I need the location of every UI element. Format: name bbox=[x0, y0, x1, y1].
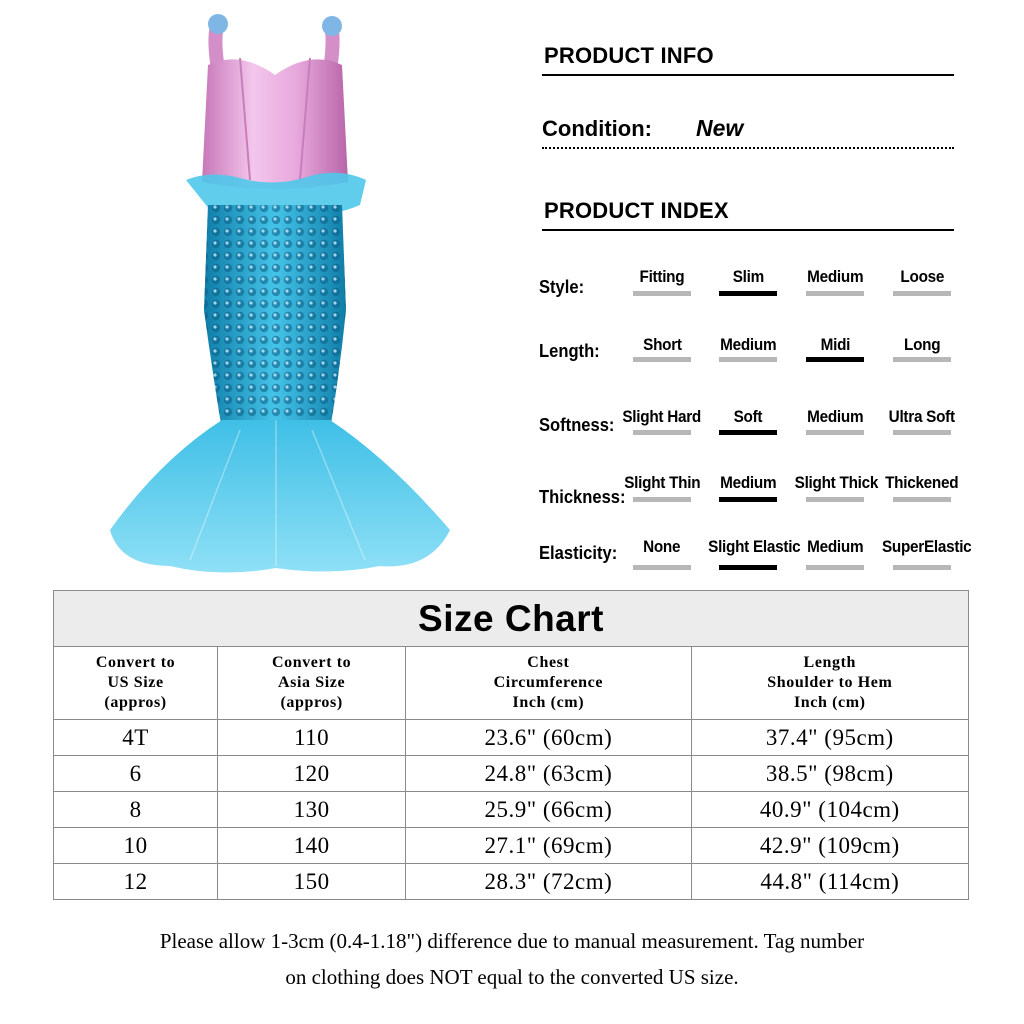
index-option bbox=[617, 407, 707, 427]
product-info-rule bbox=[542, 74, 954, 76]
index-option bbox=[703, 407, 793, 427]
index-bar bbox=[893, 430, 951, 435]
size-chart-table bbox=[53, 590, 969, 900]
index-bar bbox=[633, 357, 691, 362]
table-row bbox=[54, 828, 969, 864]
table-cell: 24.8" (63cm) bbox=[406, 756, 692, 792]
index-bar-selected bbox=[719, 565, 777, 570]
condition-label: Condition: bbox=[542, 116, 652, 141]
table-cell: 4T bbox=[54, 720, 218, 756]
header-line: US Size bbox=[107, 674, 164, 691]
index-option-label: Slight Elastic bbox=[708, 537, 801, 556]
size-chart-title: Size Chart bbox=[54, 591, 969, 647]
header-line: Length bbox=[803, 654, 857, 671]
index-option bbox=[617, 473, 707, 493]
index-option bbox=[877, 335, 967, 355]
index-bar bbox=[893, 357, 951, 362]
index-option bbox=[790, 407, 880, 427]
table-cell: 28.3" (72cm) bbox=[406, 864, 692, 900]
index-bar bbox=[806, 497, 864, 502]
table-cell: 37.4" (95cm) bbox=[691, 720, 968, 756]
index-row-label: Softness: bbox=[539, 415, 615, 435]
index-option-label: Slim bbox=[732, 267, 764, 286]
table-row bbox=[54, 864, 969, 900]
index-bar-selected bbox=[719, 497, 777, 502]
index-bar-selected bbox=[719, 291, 777, 296]
size-chart-header-cell bbox=[54, 647, 218, 720]
table-row bbox=[54, 720, 969, 756]
header-line: Circumference bbox=[493, 674, 604, 691]
header-line: Convert to bbox=[95, 654, 176, 671]
header-line: Convert to bbox=[271, 654, 352, 671]
header-line: (appros) bbox=[280, 694, 343, 711]
index-option-label: None bbox=[643, 537, 681, 556]
index-row-label: Thickness: bbox=[539, 487, 626, 507]
index-bar bbox=[893, 291, 951, 296]
table-cell: 150 bbox=[218, 864, 406, 900]
index-option-label: Loose bbox=[900, 267, 944, 286]
index-bar bbox=[893, 565, 951, 570]
measurement-note-line-1: Please allow 1-3cm (0.4-1.18") difference due to manual measurement. Tag number bbox=[159, 929, 865, 953]
product-index-heading: PRODUCT INDEX bbox=[544, 198, 729, 223]
table-cell: 38.5" (98cm) bbox=[691, 756, 968, 792]
index-option-label: Long bbox=[903, 335, 941, 354]
index-option-label: Medium bbox=[806, 537, 864, 556]
table-cell: 25.9" (66cm) bbox=[406, 792, 692, 828]
index-option bbox=[877, 473, 967, 493]
index-option-label: Medium bbox=[719, 335, 777, 354]
index-option bbox=[703, 473, 793, 493]
index-option-label: Slight Hard bbox=[622, 407, 702, 426]
table-cell: 12 bbox=[54, 864, 218, 900]
table-cell: 42.9" (109cm) bbox=[691, 828, 968, 864]
index-option bbox=[617, 267, 707, 287]
index-bar-selected bbox=[719, 430, 777, 435]
header-line: Inch (cm) bbox=[512, 694, 585, 711]
index-bar-selected bbox=[806, 357, 864, 362]
index-option bbox=[617, 537, 707, 557]
index-option-label: Short bbox=[642, 335, 682, 354]
index-bar bbox=[633, 565, 691, 570]
header-line: Shoulder to Hem bbox=[767, 674, 893, 691]
index-option bbox=[877, 267, 967, 287]
index-option-label: Slight Thin bbox=[623, 473, 701, 492]
index-option-label: Midi bbox=[820, 335, 850, 354]
table-cell: 10 bbox=[54, 828, 218, 864]
size-chart-header-cell bbox=[406, 647, 692, 720]
index-option bbox=[790, 473, 880, 493]
table-cell: 140 bbox=[218, 828, 406, 864]
table-cell: 6 bbox=[54, 756, 218, 792]
index-row-label: Elasticity: bbox=[539, 543, 618, 563]
index-option-label: Fitting bbox=[639, 267, 685, 286]
table-row bbox=[54, 756, 969, 792]
index-bar bbox=[719, 357, 777, 362]
table-row bbox=[54, 792, 969, 828]
index-bar bbox=[633, 497, 691, 502]
index-option-label: SuperElastic bbox=[881, 537, 972, 556]
index-option bbox=[617, 335, 707, 355]
header-line: Asia Size bbox=[278, 674, 346, 691]
index-option-label: Slight Thick bbox=[794, 473, 879, 492]
index-row-label: Style: bbox=[539, 277, 585, 297]
index-bar bbox=[633, 291, 691, 296]
index-option-label: Medium bbox=[806, 267, 864, 286]
product-index-rule bbox=[542, 229, 954, 231]
header-line: (appros) bbox=[104, 694, 167, 711]
mermaid-dress-image bbox=[90, 10, 470, 580]
index-bar bbox=[633, 430, 691, 435]
index-option-label: Thickened bbox=[885, 473, 959, 492]
index-bar bbox=[893, 497, 951, 502]
index-option bbox=[703, 267, 793, 287]
table-cell: 8 bbox=[54, 792, 218, 828]
index-option bbox=[703, 537, 801, 557]
index-option bbox=[790, 267, 880, 287]
table-cell: 40.9" (104cm) bbox=[691, 792, 968, 828]
table-cell: 130 bbox=[218, 792, 406, 828]
size-chart-header-cell bbox=[691, 647, 968, 720]
table-cell: 23.6" (60cm) bbox=[406, 720, 692, 756]
table-cell: 27.1" (69cm) bbox=[406, 828, 692, 864]
condition-dotted-rule bbox=[542, 147, 954, 149]
header-line: Chest bbox=[527, 654, 570, 671]
index-bar bbox=[806, 291, 864, 296]
index-bar bbox=[806, 565, 864, 570]
table-cell: 44.8" (114cm) bbox=[691, 864, 968, 900]
table-cell: 110 bbox=[218, 720, 406, 756]
index-option-label: Medium bbox=[806, 407, 864, 426]
index-row-label: Length: bbox=[539, 341, 600, 361]
index-option bbox=[790, 335, 880, 355]
size-chart-header-row bbox=[54, 647, 969, 720]
index-option-label: Ultra Soft bbox=[888, 407, 956, 426]
table-cell: 120 bbox=[218, 756, 406, 792]
index-option bbox=[877, 537, 972, 557]
index-option bbox=[877, 407, 967, 427]
condition-value: New bbox=[696, 115, 744, 141]
size-chart-header-cell bbox=[218, 647, 406, 720]
measurement-note-line-2: on clothing does NOT equal to the converted US size. bbox=[285, 965, 739, 989]
header-line: Inch (cm) bbox=[793, 694, 866, 711]
product-info-heading: PRODUCT INFO bbox=[544, 43, 714, 68]
index-option-label: Medium bbox=[719, 473, 777, 492]
index-bar bbox=[806, 430, 864, 435]
index-option bbox=[790, 537, 880, 557]
index-option bbox=[703, 335, 793, 355]
index-option-label: Soft bbox=[733, 407, 763, 426]
